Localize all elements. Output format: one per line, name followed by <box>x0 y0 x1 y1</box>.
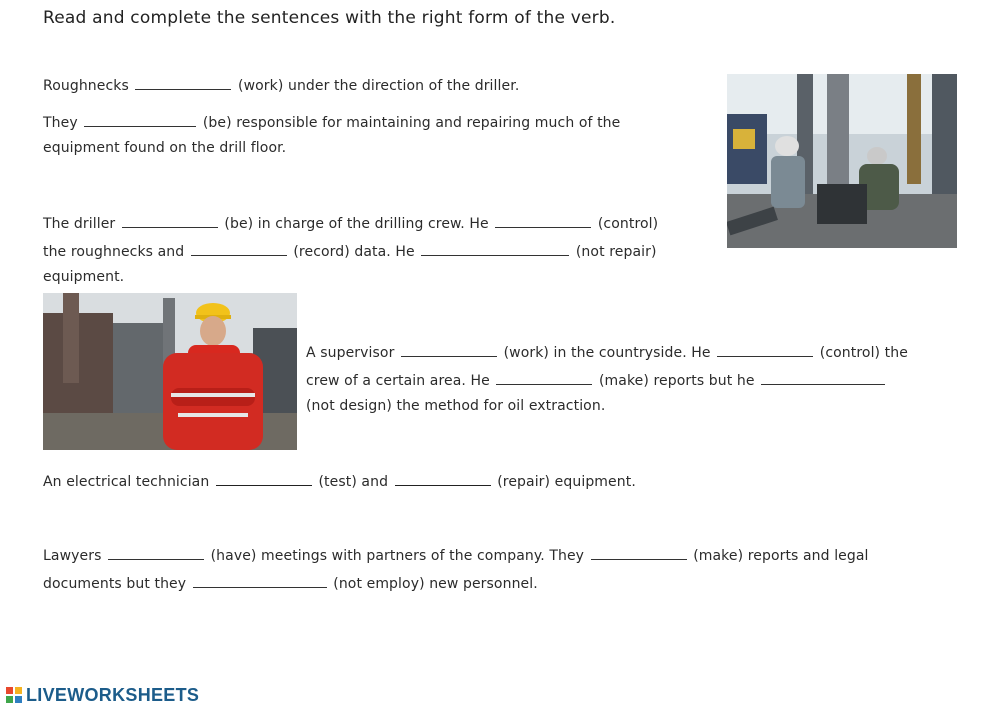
sentence-3-line-1 <box>43 213 658 232</box>
sentence-text: Lawyers <box>43 548 102 564</box>
sentence-text: An electrical technician <box>43 474 210 490</box>
answer-blank[interactable] <box>122 213 218 228</box>
liveworksheets-logo[interactable] <box>6 685 199 705</box>
sentence-5 <box>43 471 636 490</box>
sentence-text: (be) responsible for maintaining and repairing much of the <box>202 115 621 131</box>
sentence-text: (not repair) <box>575 244 657 260</box>
sentence-text: (work) under the direction of the driller. <box>238 78 520 94</box>
answer-blank[interactable] <box>761 370 885 385</box>
sentence-6-line-2 <box>43 573 538 592</box>
sentence-text: documents but they <box>43 576 187 592</box>
answer-blank[interactable] <box>495 213 591 228</box>
answer-blank[interactable] <box>193 573 327 588</box>
logo-grid-icon <box>6 687 22 703</box>
sentence-3-line-3 <box>43 269 124 285</box>
sentence-text: equipment found on the drill floor. <box>43 140 287 156</box>
answer-blank[interactable] <box>401 342 497 357</box>
sentence-3-line-2 <box>43 241 657 260</box>
sentence-2-line-2 <box>43 140 286 156</box>
sentence-1 <box>43 75 519 94</box>
sentence-text: (repair) equipment. <box>497 474 636 490</box>
supervisor-photo <box>43 293 297 450</box>
sentence-text: (be) in charge of the drilling crew. He <box>224 216 489 232</box>
sentence-text: (record) data. He <box>293 244 415 260</box>
sentence-text: (not design) the method for oil extraction. <box>306 398 606 414</box>
answer-blank[interactable] <box>421 241 569 256</box>
sentence-2-line-1 <box>43 112 620 131</box>
sentence-text: (test) and <box>318 474 389 490</box>
sentence-text: the roughnecks and <box>43 244 185 260</box>
answer-blank[interactable] <box>108 545 204 560</box>
sentence-6-line-1 <box>43 545 869 564</box>
sentence-text: (work) in the countryside. He <box>503 345 711 361</box>
sentence-text: A supervisor <box>306 345 395 361</box>
answer-blank[interactable] <box>496 370 592 385</box>
sentence-text: (make) reports and legal <box>693 548 869 564</box>
sentence-text: (not employ) new personnel. <box>333 576 538 592</box>
brand-name: LIVEWORKSHEETS <box>26 684 200 705</box>
answer-blank[interactable] <box>591 545 687 560</box>
answer-blank[interactable] <box>717 342 813 357</box>
sentence-4-line-3 <box>306 398 605 414</box>
drill-floor-photo <box>727 74 957 248</box>
answer-blank[interactable] <box>135 75 231 90</box>
instruction-title: Read and complete the sentences with the right form of the verb. <box>43 8 616 28</box>
sentence-text: The driller <box>43 216 116 232</box>
sentence-text: (make) reports but he <box>598 373 755 389</box>
sentence-text: (control) <box>597 216 659 232</box>
sentence-text: They <box>43 115 78 131</box>
sentence-text: crew of a certain area. He <box>306 373 490 389</box>
sentence-4-line-2 <box>306 370 887 389</box>
sentence-text: (have) meetings with partners of the company. They <box>210 548 585 564</box>
sentence-text: equipment. <box>43 269 125 285</box>
answer-blank[interactable] <box>216 471 312 486</box>
answer-blank[interactable] <box>84 112 196 127</box>
answer-blank[interactable] <box>395 471 491 486</box>
sentence-text: (control) the <box>819 345 908 361</box>
answer-blank[interactable] <box>191 241 287 256</box>
sentence-4-line-1 <box>306 342 908 361</box>
sentence-text: Roughnecks <box>43 78 129 94</box>
